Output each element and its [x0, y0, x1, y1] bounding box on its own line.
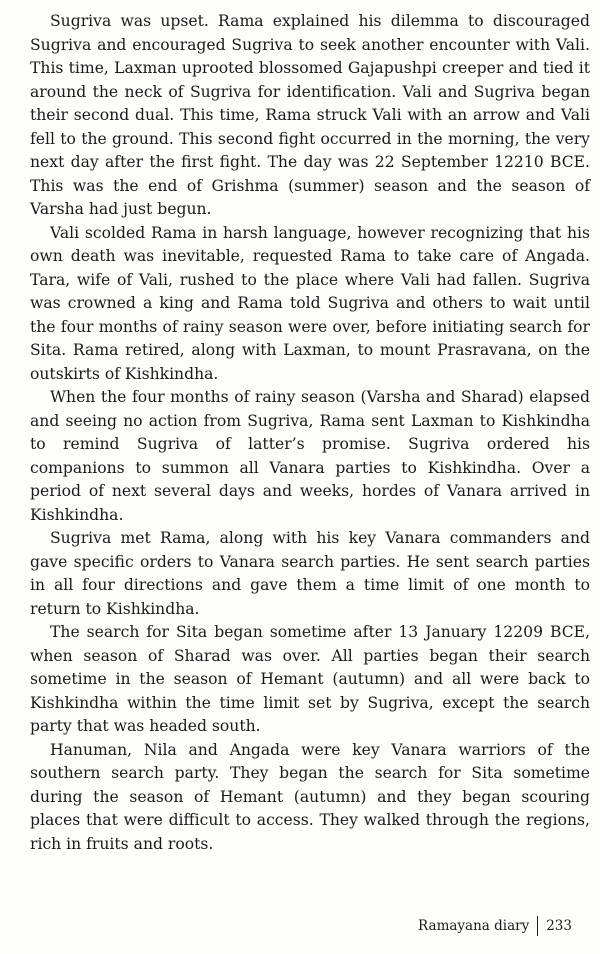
paragraph-3: When the four months of rainy season (Varsha and Sharad) elapsed and seeing no action from Sugriva, Rama sent Laxman to Kishkindha to remind Sugriva of latter’s promise. Sugriva ordered his companions to summon all Vanara parties to Kishkindha. Over a period of next several days and weeks, hordes of Vanara arrived in Kishkindha. — [30, 388, 590, 524]
paragraph-4: Sugriva met Rama, along with his key Vanara commanders and gave specific orders to Vanara search parties. He sent search parties in all four directions and gave them a time limit of one month to return to Kishkindha. — [30, 529, 590, 618]
page-footer — [418, 916, 572, 936]
body-text — [30, 10, 590, 856]
paragraph-1: Sugriva was upset. Rama explained his dilemma to discouraged Sugriva and encouraged Sugriva to seek another encounter with Vali. This time, Laxman uprooted blossomed Gajapushpi creeper and tied it around the neck of Sugriva for identification. Vali and Sugriva began their second dual. This time, Rama struck Vali with an arrow and Vali fell to the ground. This second fight occurred in the morning, the very next day after the first fight. The day was 22 September 12210 BCE. This was the end of Grishma (summer) season and the season of Varsha had just begun. — [30, 12, 590, 218]
paragraph-2: Vali scolded Rama in harsh language, however recognizing that his own death was inevitable, requested Rama to take care of Angada. Tara, wife of Vali, rushed to the place where Vali had fallen. Sugriva was crowned a king and Rama told Sugriva and others to wait until the four months of rainy season were over, before initiating search for Sita. Rama retired, along with Laxman, to mount Prasravana, on the outskirts of Kishkindha. — [30, 223, 590, 383]
footer-divider — [537, 916, 538, 936]
running-title: Ramayana diary — [418, 918, 530, 934]
page-number: 233 — [546, 918, 572, 934]
paragraph-5: The search for Sita began sometime after 13 January 12209 BCE, when season of Sharad was over. All parties began their search sometime in the season of Hemant (autumn) and all were back to Kishkindha within the time limit set by Sugriva, except the search party that was headed south. — [30, 623, 590, 735]
paragraph-6: Hanuman, Nila and Angada were key Vanara warriors of the southern search party. They began the search for Sita sometime during the season of Hemant (autumn) and they began scouring places that were difficult to access. They walked through the regions, rich in fruits and roots. — [30, 740, 590, 853]
